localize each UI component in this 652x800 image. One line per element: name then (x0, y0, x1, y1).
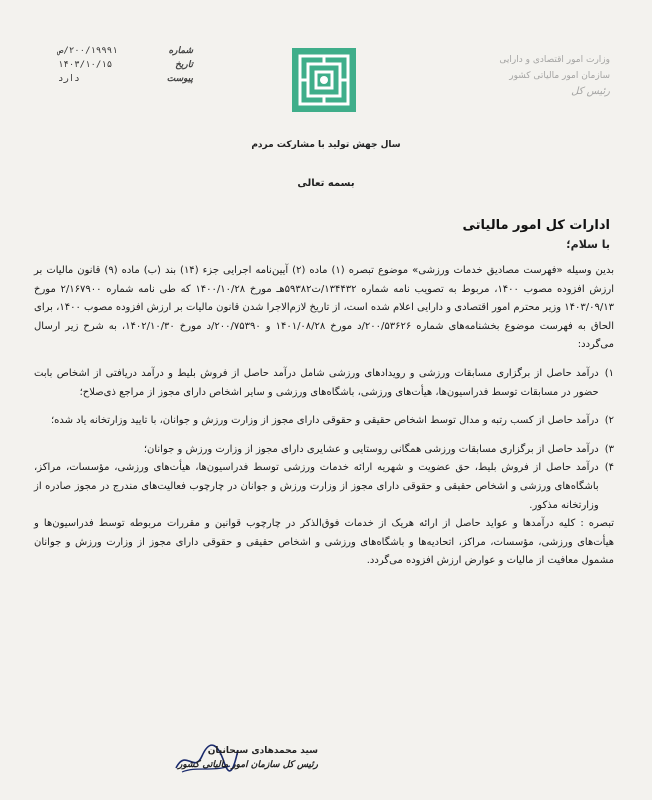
number-row (58, 44, 193, 58)
date-value: ۱۴۰۳/۱۰/۱۵ (58, 60, 113, 70)
letter-body (34, 262, 614, 571)
list-item (34, 365, 614, 402)
tax-organization-logo-icon (292, 48, 356, 112)
attachment-row (58, 72, 193, 86)
ministry-line-3: رئیس کل (571, 86, 610, 97)
items-list (34, 365, 614, 515)
ministry-line-1: وزارت امور اقتصادی و دارایی (499, 55, 610, 65)
attachment-label: پیوست (166, 74, 193, 84)
signer-title: رئیس کل سازمان امور مالیاتی کشور (177, 760, 318, 770)
item-text: درآمد حاصل از برگزاری مسابقات ورزشی همگانی روستایی و عشایری دارای مجوز از وزارت ورزش و جوانان؛ (143, 443, 599, 455)
signature-block (118, 744, 318, 772)
ministry-line-2: سازمان امور مالیاتی کشور (509, 71, 610, 81)
item-number: ۲) (604, 415, 614, 427)
letter-meta (58, 44, 193, 86)
item-number: ۳) (604, 443, 614, 455)
number-label: شماره (168, 46, 193, 56)
item-text: درآمد حاصل از فروش بلیط، حق عضویت و شهریه ارائه خدمات ورزشی توسط فدراسیون‌ها، هیأت‌های ورزشی، مؤسسات، مراکز، باشگاه‌های ورزشی و اشخاص حقیقی و حقوقی دارای مجوز از وزارت ورزش و جوانان در چارچوب فعالیت‌های مندرج در مجوز صادره از وزارتخانه مذکور. (34, 462, 599, 511)
year-slogan: سال جهش تولید با مشارکت مردم (251, 140, 401, 150)
list-item (34, 412, 614, 431)
item-number: ۴) (604, 462, 614, 474)
intro-paragraph: بدین وسیله «فهرست مصادیق خدمات ورزشی» موضوع تبصره (۱) ماده (۲) آیین‌نامه اجرایی جزء (۱۴) بند (ب) ماده (۹) قانون مالیات بر ارزش افزوده مصوب ۱۴۰۰، مربوط به تصویب نامه شماره ۱۳۴۴۳۲/ت۵۹۳۸۲هـ مورخ ۱۴۰۰/۱۰/۲۸ که طی نامه شماره ۲/۱۶۷۹۰۰ مورخ ۱۴۰۳/۰۹/۱۳ وزیر محترم امور اقتصادی و دارایی اعلام شده است، از تاریخ لازم‌الاجرا شدن قانون مالیات بر ارزش افزوده مصوب ۱۴۰۰، برای الحاق به فهرست موضوع بخشنامه‌های شماره ۲۰۰/۵۳۶۲۶/د مورخ ۱۴۰۱/۰۸/۲۸ و ۲۰۰/۷۵۳۹۰/د مورخ ۱۴۰۲/۱۰/۳۰، به شرح زیر ارسال می‌گردد: (34, 265, 615, 351)
bismillah: بسمه تعالی (297, 178, 355, 189)
ministry-header (480, 52, 610, 100)
date-row (58, 58, 193, 72)
signer-name: سید محمدهادی سبحانیان (207, 746, 318, 756)
greeting: با سلام؛ (566, 238, 610, 251)
item-number: ۱) (604, 367, 614, 379)
date-label: تاریخ (175, 60, 193, 70)
list-item (34, 459, 614, 515)
item-text: درآمد حاصل از برگزاری مسابقات ورزشی و رویدادهای ورزشی شامل درآمد حاصل از فروش بلیط و درآمد دریافتی از اشخاص بابت حضور در مسابقات توسط فدراسیون‌ها، هیأت‌های ورزشی، باشگاه‌های ورزشی و سایر اشخاص دارای مجوز از مراجع ذی‌صلاح؛ (34, 367, 599, 398)
addressee: ادارات کل امور مالیاتی (462, 218, 610, 233)
number-value: ۲۰۰/۱۹۹۹۱/ص (58, 46, 118, 56)
attachment-value: دارد (58, 74, 80, 84)
note-paragraph: تبصره : کلیه درآمدها و عواید حاصل از ارائه هریک از خدمات فوق‌الذکر در چارچوب قوانین و مقررات مربوطه توسط فدراسیون‌ها و هیأت‌های ورزشی، مؤسسات، مراکز، اتحادیه‌ها و باشگاه‌های ورزشی و اشخاص حقیقی و حقوقی دارای مجوز از وزارت ورزش و جوانان مشمول معافیت از مالیات و عوارض ارزش افزوده می‌گردد. (34, 518, 614, 567)
list-item (34, 441, 614, 460)
item-text: درآمد حاصل از کسب رتبه و مدال توسط اشخاص حقیقی و حقوقی دارای مجوز از وزارت ورزش و جوانان، با تایید وزارتخانه یاد شده؛ (50, 415, 599, 427)
